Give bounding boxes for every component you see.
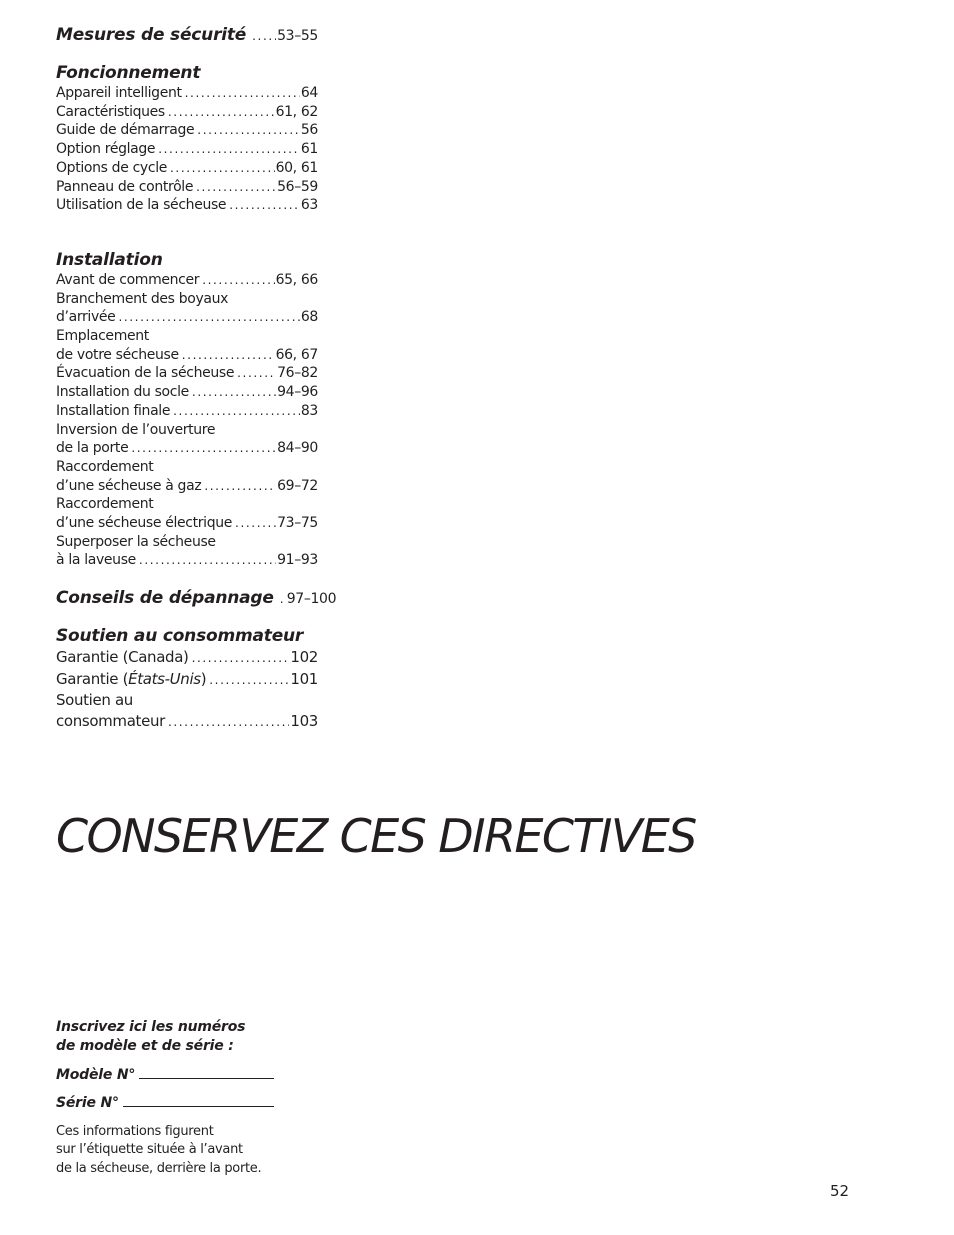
toc-item-pages: 60, 61 (275, 159, 318, 176)
toc-leader-dots (173, 402, 300, 421)
toc-item-pages: 61, 62 (275, 103, 318, 120)
toc-section-safety (56, 24, 318, 46)
toc-item-pages: 102 (290, 648, 318, 667)
toc-item-pages: 56 (300, 122, 318, 139)
toc-item-label: d’une sécheuse à gaz (56, 477, 202, 494)
toc-item-pages: 91–93 (277, 552, 318, 569)
toc-item (56, 346, 318, 365)
toc-troubleshooting-pages: 97–100 (286, 591, 337, 608)
serial-number-label: Série N° (56, 1095, 119, 1111)
toc-item (56, 271, 318, 290)
toc-item (56, 383, 318, 402)
toc-item (56, 477, 318, 496)
toc-item-pages: 66, 67 (275, 346, 318, 363)
toc-leader-dots (182, 346, 275, 365)
toc-section-installation (56, 249, 318, 570)
record-numbers-block (56, 1018, 356, 1178)
toc-leader-dots (168, 103, 275, 122)
toc-leader-dots (196, 178, 276, 197)
toc-item (56, 159, 318, 178)
record-note-line: Ces informations figurent (56, 1124, 214, 1139)
toc-section-operation (56, 62, 318, 215)
toc-item-label-part: Garantie ( (56, 669, 129, 688)
toc-troubleshooting-title: Conseils de dépannage (56, 588, 274, 609)
toc-item-label: Évacuation de la sécheuse (56, 365, 235, 382)
toc-leader-dots (158, 140, 300, 159)
toc-leader-dots (237, 364, 276, 383)
toc-leader-dots (118, 308, 299, 327)
toc-item-pages: 94–96 (277, 384, 318, 401)
toc-item-line: Raccordement (56, 458, 154, 475)
toc-item-label: Garantie (Canada) (56, 648, 189, 667)
toc-item-label: Installation finale (56, 402, 171, 419)
toc-leader-dots (280, 592, 286, 606)
toc-item (56, 402, 318, 421)
record-intro (56, 1018, 356, 1056)
toc-item-label: Installation du socle (56, 384, 189, 401)
toc-item-label: de la porte (56, 440, 129, 457)
toc-item-label: consommateur (56, 711, 165, 730)
toc-item-label (56, 669, 206, 690)
toc-item-pages: 61 (300, 141, 318, 158)
toc-item (56, 140, 318, 159)
page-number: 52 (830, 1182, 850, 1200)
toc-item-label-part: ) (200, 669, 207, 688)
toc-item-label: d’une sécheuse électrique (56, 515, 233, 532)
toc-item-label: Avant de commencer (56, 271, 200, 288)
toc-item-line: Emplacement (56, 328, 149, 345)
toc-support-title: Soutien au consommateur (56, 626, 304, 647)
toc-item (56, 196, 318, 215)
toc-item-label: d’arrivée (56, 309, 116, 326)
toc-item-label: Utilisation de la sécheuse (56, 197, 227, 214)
toc-safety-pages: 53–55 (277, 28, 318, 44)
toc-item (56, 669, 318, 691)
toc-item (56, 103, 318, 122)
toc-leader-dots (202, 271, 274, 290)
toc-item (56, 364, 318, 383)
toc-leader-dots (192, 383, 276, 402)
toc-item-pages: 73–75 (277, 515, 318, 532)
toc-leader-dots (204, 477, 276, 496)
toc-operation-title: Foncionnement (56, 63, 201, 83)
toc-item (56, 121, 318, 140)
toc-item-line: Superposer la sécheuse (56, 533, 216, 550)
toc-item-line: Inversion de l’ouverture (56, 421, 216, 438)
record-note-line: sur l’étiquette située à l’avant (56, 1142, 243, 1158)
toc-item-label: de votre sécheuse (56, 346, 179, 363)
record-note (56, 1123, 356, 1178)
toc-item-pages: 101 (290, 669, 318, 688)
toc-item (56, 711, 318, 733)
toc-leader-dots (170, 159, 275, 178)
toc-item-label: Options de cycle (56, 159, 168, 176)
toc-item-pages: 68 (300, 309, 318, 326)
toc-safety-title: Mesures de sécurité (56, 25, 247, 45)
record-intro-line: de modèle et de série : (56, 1038, 234, 1054)
toc-item-line: Soutien au (56, 691, 133, 710)
toc-leader-dots (185, 84, 300, 103)
toc-item (56, 178, 318, 197)
toc-item-pages: 83 (300, 402, 318, 419)
toc-item-label-emphasis: États-Unis (128, 669, 201, 688)
toc-item-label: à la laveuse (56, 552, 136, 569)
toc-item-pages: 64 (300, 85, 318, 101)
toc-item-label: Guide de démarrage (56, 122, 195, 139)
toc-leader-dots (168, 712, 289, 733)
toc-item (56, 647, 318, 669)
toc-item (56, 439, 318, 458)
toc-item (56, 84, 318, 103)
toc-item-pages: 65, 66 (275, 271, 318, 288)
toc-installation-title: Installation (56, 249, 163, 270)
serial-number-blank (123, 1094, 274, 1107)
toc-item-label: Panneau de contrôle (56, 178, 194, 195)
toc-item-pages: 103 (290, 711, 318, 730)
headline: CONSERVEZ CES DIRECTIVES (56, 809, 696, 863)
toc-item (56, 551, 318, 570)
toc-item-pages: 69–72 (277, 477, 318, 494)
toc-leader-dots (209, 670, 289, 691)
model-number-field (56, 1066, 274, 1085)
toc-item-pages: 76–82 (277, 365, 318, 382)
toc-item-line: Raccordement (56, 496, 154, 513)
toc-item-label: Caractéristiques (56, 103, 165, 120)
toc-leader-dots (197, 121, 300, 140)
toc-section-support (56, 625, 318, 732)
record-intro-line: Inscrivez ici les numéros (56, 1019, 246, 1035)
toc-item (56, 514, 318, 533)
toc-item-label: Appareil intelligent (56, 85, 182, 101)
toc-item-label: Option réglage (56, 141, 156, 158)
toc-leader-dots (139, 551, 276, 570)
toc-leader-dots (229, 196, 300, 215)
toc-item (56, 308, 318, 327)
toc-item-pages: 56–59 (277, 178, 318, 195)
toc-leader-dots (252, 29, 276, 43)
toc-leader-dots (235, 514, 276, 533)
toc-leader-dots (131, 439, 276, 458)
table-of-contents (56, 24, 337, 732)
model-number-blank (139, 1066, 274, 1079)
toc-item-pages: 63 (300, 197, 318, 214)
toc-item-pages: 84–90 (277, 440, 318, 457)
toc-item-line: Branchement des boyaux (56, 290, 229, 307)
record-note-line: de la sécheuse, derrière la porte. (56, 1160, 262, 1176)
toc-section-troubleshooting (56, 587, 337, 609)
model-number-label: Modèle N° (56, 1067, 136, 1083)
serial-number-field (56, 1094, 274, 1113)
toc-leader-dots (192, 648, 290, 669)
